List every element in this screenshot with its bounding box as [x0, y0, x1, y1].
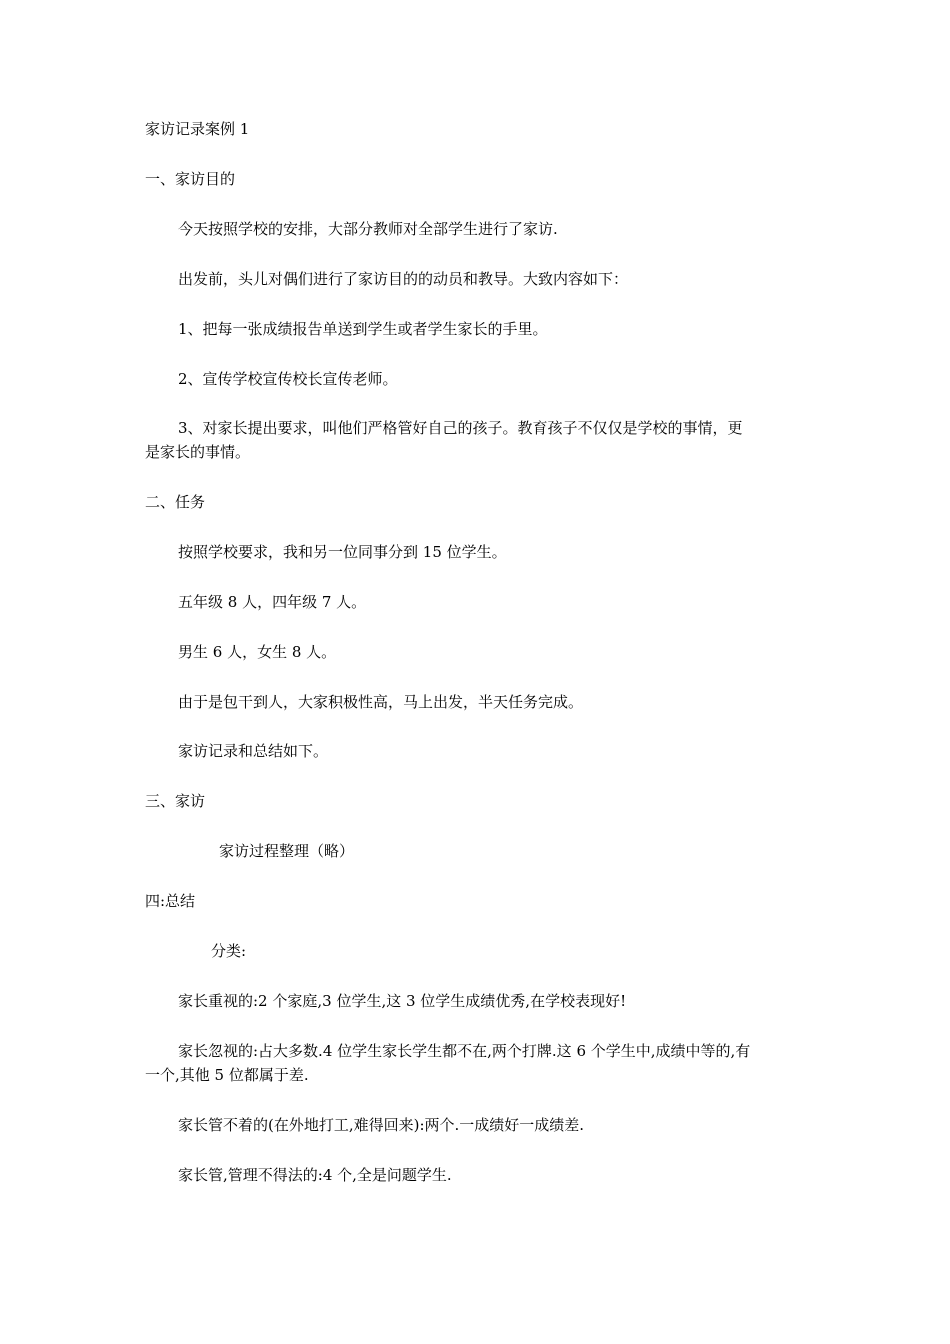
section-heading-summary: 四:总结 — [145, 892, 196, 910]
paragraph: 五年级 8 人，四年级 7 人。 — [178, 593, 367, 611]
paragraph: 出发前，头儿对偶们进行了家访目的的动员和教导。大致内容如下： — [178, 270, 629, 288]
paragraph-continuation: 一个,其他 5 位都属于差. — [145, 1066, 309, 1084]
list-item-continuation: 是家长的事情。 — [145, 443, 251, 461]
paragraph: 男生 6 人，女生 8 人。 — [178, 643, 337, 661]
paragraph: 家访过程整理（略） — [219, 842, 355, 860]
list-item: 2、宣传学校宣传校长宣传老师。 — [178, 370, 398, 388]
document-title: 家访记录案例 1 — [145, 120, 250, 138]
paragraph: 家长管,管理不得法的:4 个,全是问题学生. — [178, 1166, 452, 1184]
section-heading-task: 二、任务 — [145, 493, 206, 511]
list-item: 1、把每一张成绩报告单送到学生或者学生家长的手里。 — [178, 320, 548, 338]
paragraph: 由于是包干到人，大家积极性高，马上出发，半天任务完成。 — [178, 693, 584, 711]
section-heading-purpose: 一、家访目的 — [145, 170, 236, 188]
list-item: 3、对家长提出要求，叫他们严格管好自己的孩子。教育孩子不仅仅是学校的事情，更 — [178, 419, 743, 437]
paragraph: 分类: — [211, 942, 247, 960]
section-heading-visit: 三、家访 — [145, 792, 206, 810]
paragraph: 家访记录和总结如下。 — [178, 742, 329, 760]
paragraph: 家长忽视的:占大多数.4 位学生家长学生都不在,两个打牌.这 6 个学生中,成绩中等的,有 — [178, 1042, 751, 1060]
paragraph: 按照学校要求，我和另一位同事分到 15 位学生。 — [178, 543, 507, 561]
paragraph: 家长重视的:2 个家庭,3 位学生,这 3 位学生成绩优秀,在学校表现好! — [178, 992, 627, 1010]
paragraph: 今天按照学校的安排，大部分教师对全部学生进行了家访. — [178, 220, 558, 238]
paragraph: 家长管不着的(在外地打工,难得回来):两个.一成绩好一成绩差. — [178, 1116, 585, 1134]
